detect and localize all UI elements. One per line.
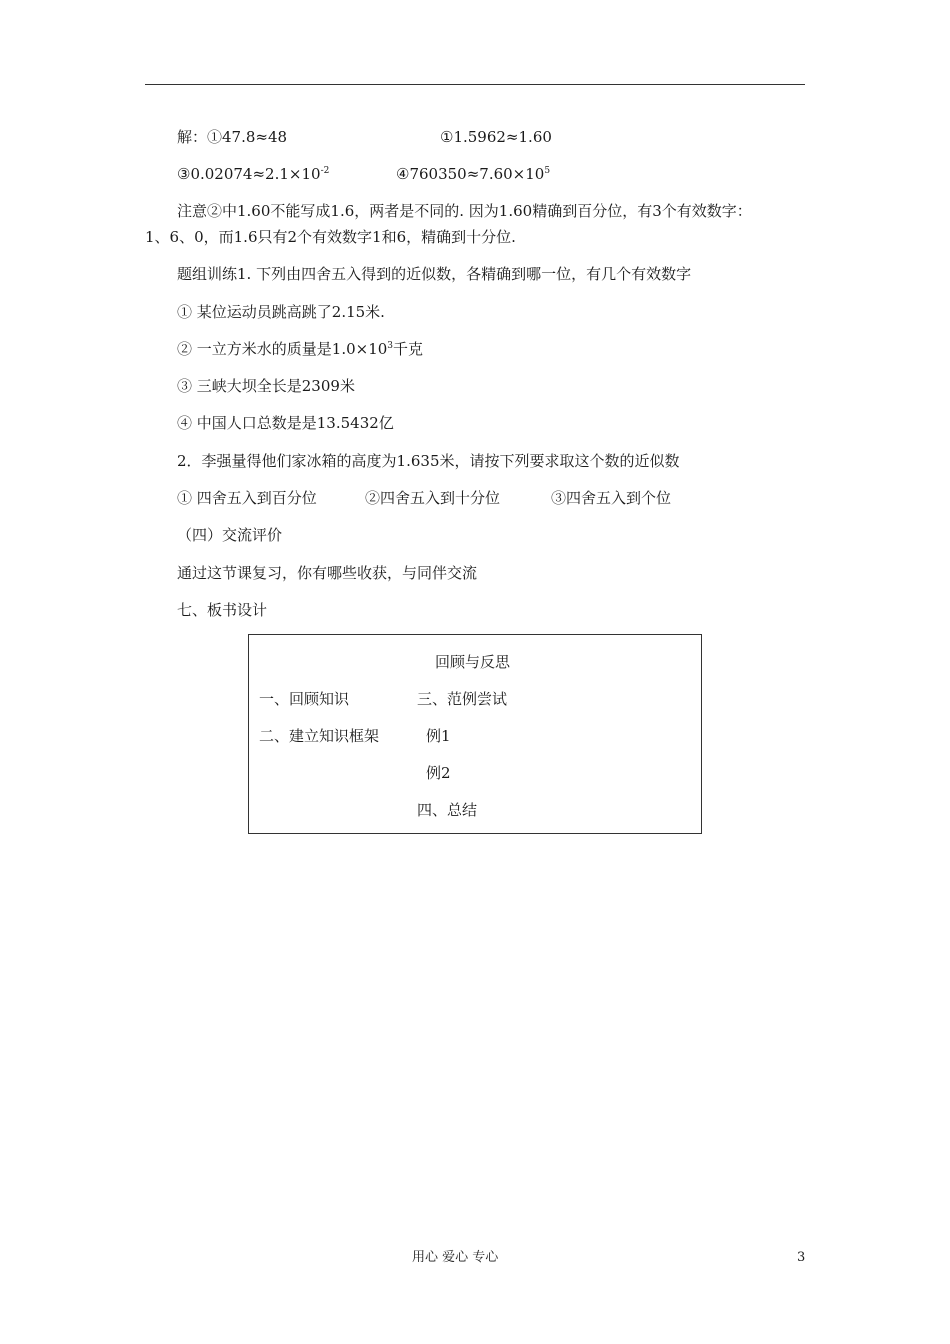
solution-item-4-exponent: 5 [544, 166, 551, 176]
board-right-2: 例1 [426, 727, 451, 745]
solution-item-3-base: ③0.02074≈2.1×10 [177, 165, 321, 183]
exercise-1-question-2-unit: 千克 [393, 340, 424, 358]
board-right-4: 四、总结 [417, 801, 478, 819]
note-line-2: 1、6、0，而1.6只有2个有效数字1和6，精确到十分位. [145, 228, 516, 246]
board-left-2: 二、建立知识框架 [259, 727, 380, 745]
solution-item-4 [396, 164, 550, 184]
header-rule [145, 84, 805, 85]
exercise-2-option-1: ① 四舍五入到百分位 [177, 489, 317, 507]
section-4-text: 通过这节课复习，你有哪些收获，与同伴交流 [177, 564, 478, 582]
solution-item-2: ①1.5962≈1.60 [440, 128, 552, 146]
solution-item-4-base: ④760350≈7.60×10 [396, 165, 545, 183]
exercise-2-option-2: ②四舍五入到十分位 [365, 489, 501, 507]
exercise-1-question-2 [177, 339, 423, 359]
board-right-1: 三、范例尝试 [417, 690, 508, 708]
solution-line-1 [177, 127, 287, 147]
exercise-1-title: 题组训练1. 下列由四舍五入得到的近似数，各精确到哪一位，有几个有效数字 [177, 265, 692, 283]
footer-text: 用心 爱心 专心 [412, 1250, 499, 1265]
solution-item-3 [177, 164, 329, 184]
section-4-heading: （四）交流评价 [177, 526, 283, 544]
exercise-1-question-2-text: ② 一立方米水的质量是1.0×10 [177, 340, 388, 358]
exercise-1-question-2-exponent: 3 [387, 341, 394, 351]
board-right-3: 例2 [426, 764, 451, 782]
exercise-1-question-3: ③ 三峡大坝全长是2309米 [177, 377, 355, 395]
section-7-heading: 七、板书设计 [177, 601, 268, 619]
solution-item-1: ①47.8≈48 [207, 128, 288, 146]
board-left-1: 一、回顾知识 [259, 690, 350, 708]
board-title: 回顾与反思 [435, 653, 511, 671]
solution-item-3-exponent: -2 [320, 166, 330, 176]
page-number: 3 [797, 1250, 806, 1265]
exercise-2-option-3: ③四舍五入到个位 [551, 489, 672, 507]
solution-prefix: 解： [177, 128, 208, 146]
exercise-2-title: 2．李强量得他们家冰箱的高度为1.635米，请按下列要求取这个数的近似数 [177, 452, 680, 470]
exercise-1-question-1: ① 某位运动员跳高跳了2.15米. [177, 303, 385, 321]
board-design-box [248, 634, 702, 834]
exercise-1-question-4: ④ 中国人口总数是是13.5432亿 [177, 414, 394, 432]
note-line-1: 注意②中1.60不能写成1.6，两者是不同的. 因为1.60精确到百分位，有3个有效数字： [177, 202, 752, 220]
